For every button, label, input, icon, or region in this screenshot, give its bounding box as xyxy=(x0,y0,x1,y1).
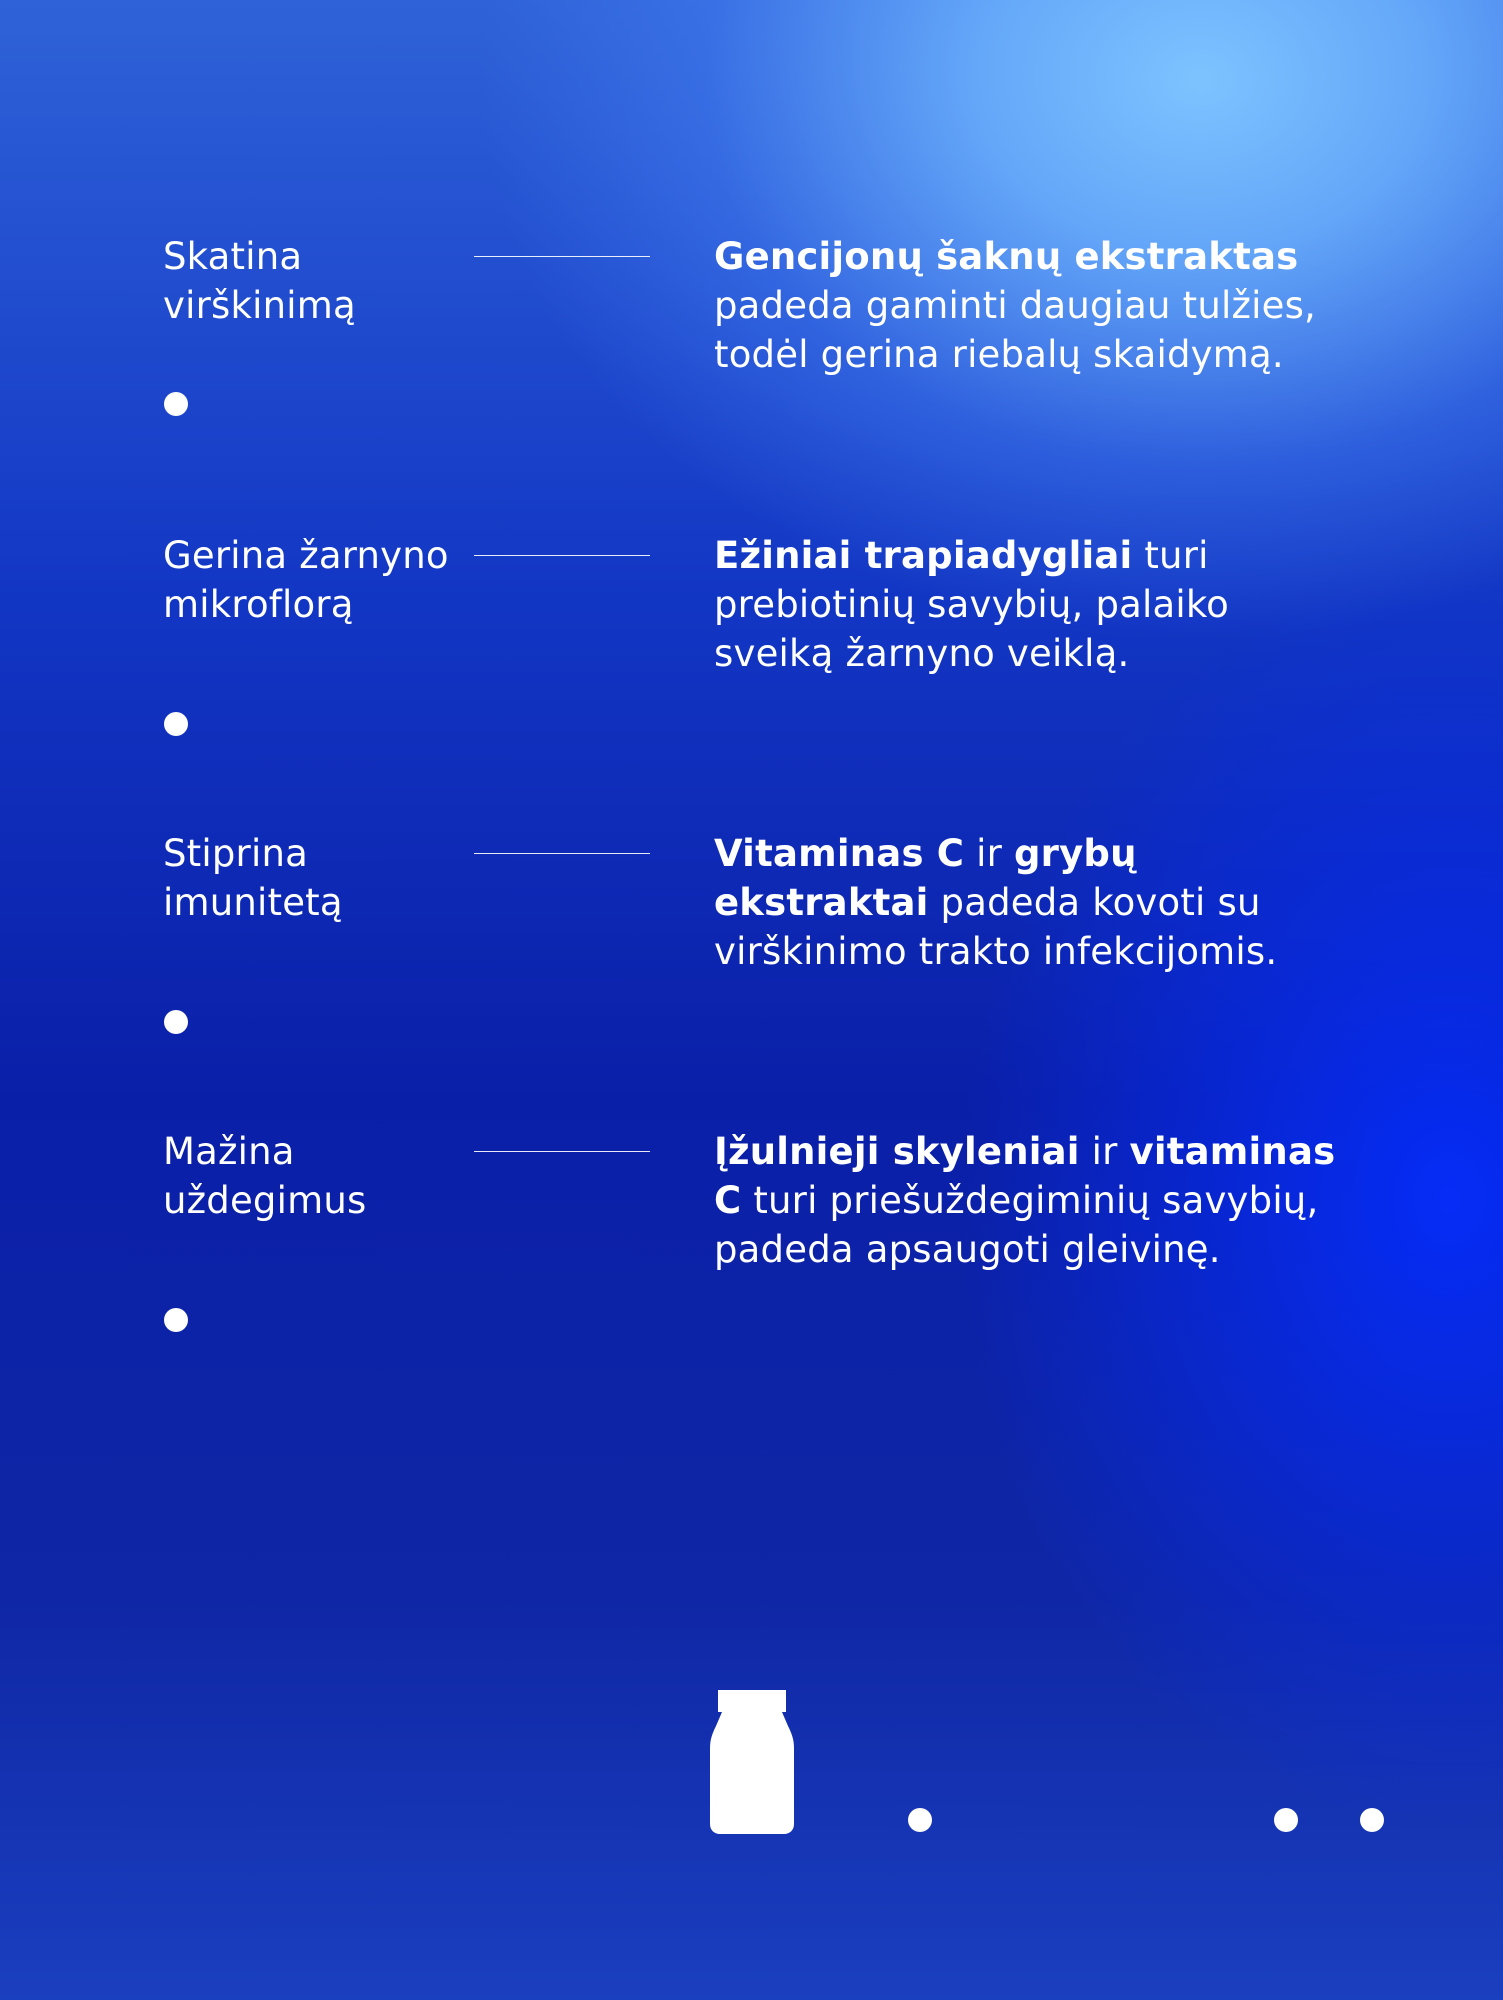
description-text: turi prebiotinių savybių, palaiko sveiką žarnyno veiklą. xyxy=(714,534,1230,675)
benefit-description xyxy=(714,232,1354,379)
dot-icon xyxy=(164,1308,188,1332)
benefit-row-digestion xyxy=(0,232,1503,532)
benefit-label: Skatina virškinimą xyxy=(163,235,356,327)
dot-icon xyxy=(1274,1808,1298,1832)
dot-icon xyxy=(164,1010,188,1034)
benefit-label: Mažina uždegimus xyxy=(163,1130,367,1222)
ingredient-highlight: Įžulnieji skyleniai xyxy=(714,1130,1080,1173)
ingredient-highlight-secondary: grybų ekstraktai xyxy=(714,832,1137,924)
description-text: turi priešuždegiminių savybių, padeda apsaugoti gleivinę. xyxy=(714,1179,1319,1271)
ingredient-highlight: Ežiniai trapiadygliai xyxy=(714,534,1133,577)
connector-word: ir xyxy=(1079,1130,1130,1173)
connector-line xyxy=(474,555,650,556)
benefit-description xyxy=(714,829,1354,976)
ingredient-highlight-secondary: vitaminas C xyxy=(714,1130,1336,1222)
connector-line xyxy=(474,1151,650,1152)
benefit-description xyxy=(714,531,1354,678)
dot-icon xyxy=(164,712,188,736)
dot-icon xyxy=(1360,1808,1384,1832)
description-text: padeda gaminti daugiau tulžies, todėl gerina riebalų skaidymą. xyxy=(714,284,1317,376)
description-text: padeda kovoti su virškinimo trakto infekcijomis. xyxy=(714,881,1278,973)
connector-line xyxy=(474,853,650,854)
supplement-bottle-icon xyxy=(710,1690,794,1834)
benefit-row-inflammation xyxy=(0,1127,1503,1427)
benefit-row-microflora xyxy=(0,531,1503,831)
benefit-label: Gerina žarnyno mikroflorą xyxy=(163,534,449,626)
benefit-row-immunity xyxy=(0,829,1503,1129)
ingredient-highlight: Gencijonų šaknų ekstraktas xyxy=(714,235,1299,278)
connector-line xyxy=(474,256,650,257)
benefit-description xyxy=(714,1127,1354,1274)
benefit-label: Stiprina imunitetą xyxy=(163,832,343,924)
ingredient-highlight: Vitaminas C xyxy=(714,832,965,875)
dot-icon xyxy=(908,1808,932,1832)
dot-icon xyxy=(164,392,188,416)
connector-word: ir xyxy=(964,832,1014,875)
